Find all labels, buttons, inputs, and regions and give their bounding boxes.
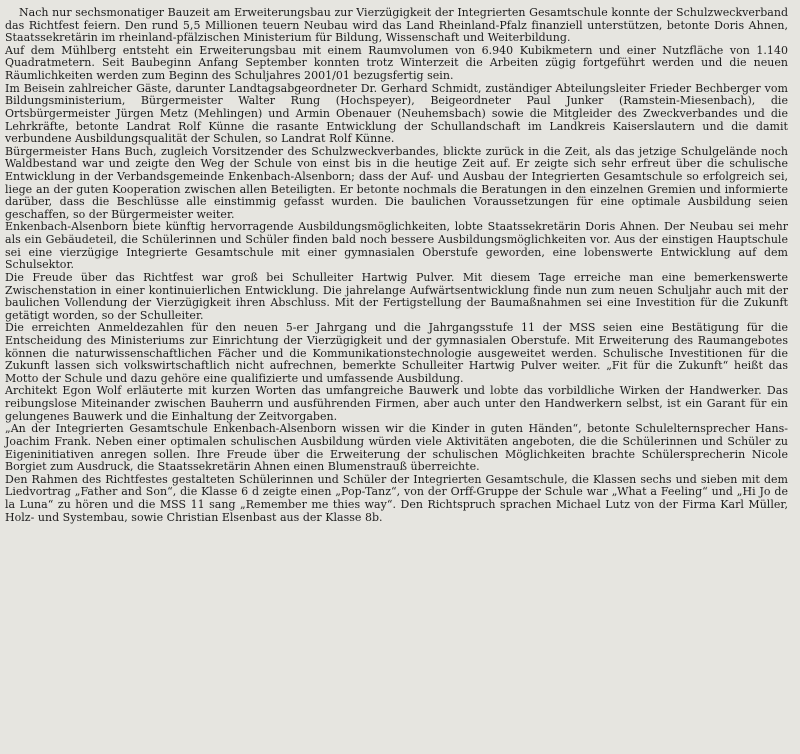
paragraph-parents: „An der Integrierten Gesamtschule Enkenbach-Alsenborn wissen wir die Kinder in guten Händen“, betonte Schulelternsprecher Hans-Joachim Frank. Neben einer optimalen schulischen Ausbildung würden viele Aktivitäten angeboten, die die Schülerinnen und Schüler zu Eigeninitiativen anregen sollen. Ihre Freude über die Erweiterung der schulischen Möglichkeiten brachte Schülersprecherin Nicole Borgiet zum Ausdruck, die Staatssekretärin Ahnen einen Blumenstrauß überreichte. bbox=[5, 422, 788, 474]
paragraph-state-secretary: Enkenbach-Alsenborn biete künftig hervorragende Ausbildungsmöglichkeiten, lobte Staatssekretärin Doris Ahnen. Der Neubau sei mehr als ein Gebäudeteil, die Schülerinnen und Schüler finden bald noch bessere Ausbildungsmöglichkeiten vor. Aus der einstigen Hauptschule sei eine vierzügige Integrierte Gesamtschule mit einer gymnasialen Oberstufe geworden, eine lobenswerte Entwicklung auf dem Schulsektor. bbox=[5, 220, 788, 272]
paragraph-intro: Nach nur sechsmonatiger Bauzeit am Erweiterungsbau zur Vierzügigkeit der Integrierten Gesamtschule konnte der Schulzweckverband das Richtfest feiern. Den rund 5,5 Millionen teuern Neubau wird das Land Rheinland-Pfalz finanziell unterstützen, betonte Doris Ahnen, Staatssekretärin im rheinland-pfälzischen Ministerium für Bildung, Wissenschaft und Weiterbildung. bbox=[5, 6, 788, 45]
paragraph-building: Auf dem Mühlberg entsteht ein Erweiterungsbau mit einem Raumvolumen von 6.940 Kubikmetern und einer Nutzfläche von 1.140 Quadratmetern. Seit Baubeginn Anfang September konnten trotz Winterzeit die Arbeiten zügig fortgeführt werden und die neuen Räumlichkeiten werden zum Beginn des Schuljahres 2001/01 bezugsfertig sein. bbox=[5, 43, 788, 83]
article-body bbox=[5, 7, 788, 524]
paragraph-architect: Architekt Egon Wolf erläuterte mit kurzen Worten das umfangreiche Bauwerk und lobte das vorbildliche Wirken der Handwerker. Das reibungslose Miteinander zwischen Bauherrn und ausführenden Firmen, aber auch unter den Handwerkern selbst, ist ein Garant für ein gelungenes Bauwerk und die Einhaltung der Zeitvorgaben. bbox=[5, 384, 788, 423]
paragraph-mayor: Bürgermeister Hans Buch, zugleich Vorsitzender des Schulzweckverbandes, blickte zurück in die Zeit, als das jetzige Schulgelände noch Waldbestand war und zeigte den Weg der Schule von einst bis in die heutige Zeit auf. Er zeigte sich sehr erfreut über die schulische Entwicklung in der Verbandsgemeinde Enkenbach-Alsenborn; dass der Auf- und Ausbau der Integrierten Gesamtschule so erfolgreich sei, liege an der guten Kooperation zwischen allen Beteiligten. Er betonte nochmals die Beratungen in den einzelnen Gremien und informierte darüber, dass die Beschlüsse alle einstimmig gefasst wurden. Die baulichen Voraussetzungen für eine optimale Ausbildung seien geschaffen, so der Bürgermeister weiter. bbox=[5, 144, 788, 221]
paragraph-program: Den Rahmen des Richtfestes gestalteten Schülerinnen und Schüler der Integrierten Gesamtschule, die Klassen sechs und sieben mit dem Liedvortrag „Father and Son“, die Klasse 6 d zeigte einen „Pop-Tanz“, von der Orff-Gruppe der Schule war „What a Feeling“ und „Hi Jo de la Luna“ zu hören und die MSS 11 sang „Remember me thies way“. Den Richtspruch sprachen Michael Lutz von der Firma Karl Müller, Holz- und Systembau, sowie Christian Elsenbast aus der Klasse 8b. bbox=[5, 472, 788, 524]
paragraph-guests: Im Beisein zahlreicher Gäste, darunter Landtagsabgeordneter Dr. Gerhard Schmidt, zuständiger Abteilungsleiter Frieder Bechberger vom Bildungsministerium, Bürgermeister Walter Rung (Hochspeyer), Beigeordneter Paul Junker (Ramstein-Miesenbach), die Ortsbürgermeister Jürgen Metz (Mehlingen) und Armin Obenauer (Neuhemsbach) sowie die Mitgleider des Zweckverbandes und die Lehrkräfte, betonte Landrat Rolf Künne die rasante Entwicklung der Schullandschaft im Landkreis Kaiserslautern und die damit verbundene Ausbildungsqualität der Schulen, so Landrat Rolf Künne. bbox=[5, 81, 788, 146]
paragraph-enrollment: Die erreichten Anmeldezahlen für den neuen 5-er Jahrgang und die Jahrgangsstufe 11 der MSS seien eine Bestätigung für die Entscheidung des Ministeriums zur Einrichtung der Vierzügigkeit und der gymnasialen Oberstufe. Mit Erweiterung des Raumangebotes können die naturwissenschaftlichen Fächer und die Kommunikationstechnologie ausgeweitet werden. Schulische Investitionen für die Zukunft lassen sich volkswirtschaftlich nicht aufrechnen, bemerkte Schulleiter Hartwig Pulver weiter. „Fit für die Zukunft“ heißt das Motto der Schule und dazu gehöre eine qualifizierte und umfassende Ausbildung. bbox=[5, 321, 788, 385]
paragraph-headmaster: Die Freude über das Richtfest war groß bei Schulleiter Hartwig Pulver. Mit diesem Tage erreiche man eine bemerkenswerte Zwischenstation in einer kontinuierlichen Entwicklung. Die jahrelange Aufwärtsentwicklung finde nun zum neuen Schuljahr auch mit der baulichen Vollendung der Vierzügigkeit ihren Abschluss. Mit der Fertigstellung der Baumaßnahmen sei eine Investition für die Zukunft getätigt worden, so der Schulleiter. bbox=[5, 270, 788, 322]
